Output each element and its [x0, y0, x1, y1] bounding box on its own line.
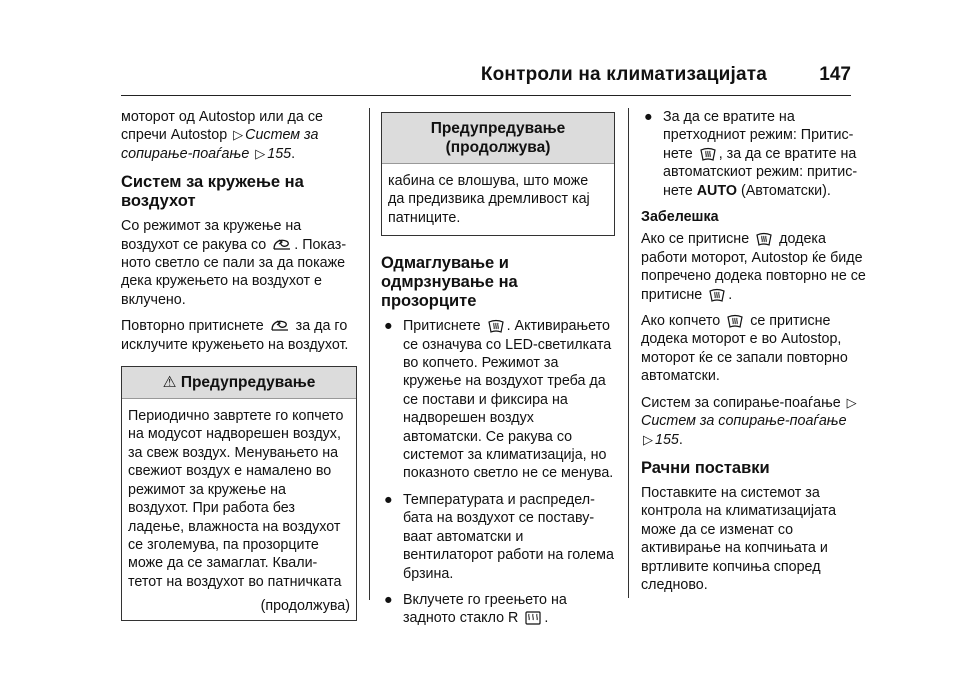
- bullet-list: [641, 108, 867, 200]
- column-3: [641, 108, 867, 602]
- paragraph: Со режимот за кружење на воздухот се ракува со . Показ-ното светло се пали за да покаже дека кружењето на воздухот е вклучено.: [121, 218, 347, 308]
- paragraph: моторот од Autostop или да се спречи Autostop ▷ Систем за сопирање-поаѓање ▷ 155.: [121, 109, 323, 162]
- paragraph: Ако копчето се притисне додека моторот е во Autostop, моторот ќе се запали повторно автоматски.: [641, 313, 848, 385]
- recirculation-icon: [272, 237, 292, 253]
- paragraph: Поставките на системот за контрола на климатизацијата може да се изменат со активирање на копчињата и вртливите копчиња според следново.: [641, 484, 837, 593]
- paragraph: Ако се притисне додека работи моторот, Autostop ќе биде попречено додека повторно не се притисне .: [641, 231, 866, 303]
- column-divider: [628, 108, 629, 598]
- warning-box: [121, 366, 357, 620]
- page-reference[interactable]: 155: [267, 145, 292, 162]
- column-2: [381, 108, 615, 636]
- windshield-defrost-icon: [755, 231, 773, 247]
- rear-defrost-icon: [524, 610, 542, 626]
- cross-reference-link[interactable]: Систем за сопирање-поаѓање: [121, 127, 319, 162]
- warning-body: кабина се влошува, што може да предизвика дремливост кај патниците.: [388, 173, 590, 226]
- page-reference[interactable]: 155: [655, 431, 679, 448]
- warning-header: Предупредување (продолжува): [382, 113, 614, 164]
- page-title: Контроли на климатизацијата: [480, 64, 767, 85]
- warning-box: [381, 112, 615, 236]
- warning-header: ⚠ Предупредување: [122, 367, 356, 399]
- note-heading: Забелешка: [641, 209, 719, 226]
- paragraph: Систем за сопирање-поаѓање ▷ Систем за сопирање-поаѓање ▷ 155.: [641, 394, 857, 448]
- continued-label: (продолжува): [260, 598, 350, 615]
- warning-body: Периодично завртете го копчето на модусот надворешен воздух, за свеж воздух. Менувањето на свежиот воздух е намалено во режимот за кружење на воздухот. При работа без ладење, влажноста на воздухот се зголемува, па прозорците може да се замаглат. Квали-тетот на воздухот во патничката: [128, 408, 344, 590]
- bullet-list: [381, 317, 615, 628]
- page-header: [121, 62, 851, 92]
- bullet-icon: ●: [384, 491, 393, 508]
- windshield-defrost-icon: [708, 287, 726, 303]
- list-item: ● Температурата и распредел-бата на воздухот се поставу-ваат автоматски и вентилаторот работи на голема брзина.: [384, 491, 614, 582]
- warning-icon: ⚠: [162, 374, 177, 392]
- column-divider: [369, 108, 370, 600]
- list-item: ● Притиснете . Активирањето се означува со LED-светилката во копчето. Режимот за кружење на воздухот треба да се постави и фиксира на надворешен воздух автоматски. Се ракува со системот за климатизација, но показното светло не се менува.: [384, 318, 614, 482]
- arrow-icon: ▷: [233, 127, 244, 143]
- page-number: 147: [819, 64, 851, 85]
- list-item: ● Вклучете го греењето на задното стакло R .: [384, 591, 567, 627]
- section-heading: Систем за кружење на воздухот: [121, 173, 304, 211]
- bullet-icon: ●: [644, 109, 653, 125]
- windshield-defrost-icon: [487, 318, 505, 334]
- recirculation-icon: [270, 318, 290, 334]
- bullet-icon: ●: [384, 591, 393, 608]
- column-1: [121, 108, 357, 621]
- auto-label: AUTO: [696, 182, 737, 199]
- list-item: ● За да се вратите на претходниот режим: Притис-нете , за да се вратите на автоматскиот режим: притис-нете AUTO (Автоматски).: [644, 109, 858, 199]
- cross-reference-link[interactable]: Систем за сопирање-поаѓање: [641, 413, 847, 430]
- arrow-icon: ▷: [846, 394, 857, 410]
- paragraph: Повторно притиснете за да го исклучите кружењето на воздухот.: [121, 318, 349, 353]
- section-heading: Рачни поставки: [641, 458, 770, 477]
- arrow-icon: ▷: [643, 431, 653, 447]
- bullet-icon: ●: [384, 318, 393, 335]
- windshield-defrost-icon: [726, 313, 744, 329]
- header-rule: [121, 95, 851, 96]
- section-heading: Одмаглување и одмрзнување на прозорците: [381, 254, 518, 311]
- windshield-defrost-icon: [699, 146, 717, 162]
- arrow-icon: ▷: [255, 145, 266, 161]
